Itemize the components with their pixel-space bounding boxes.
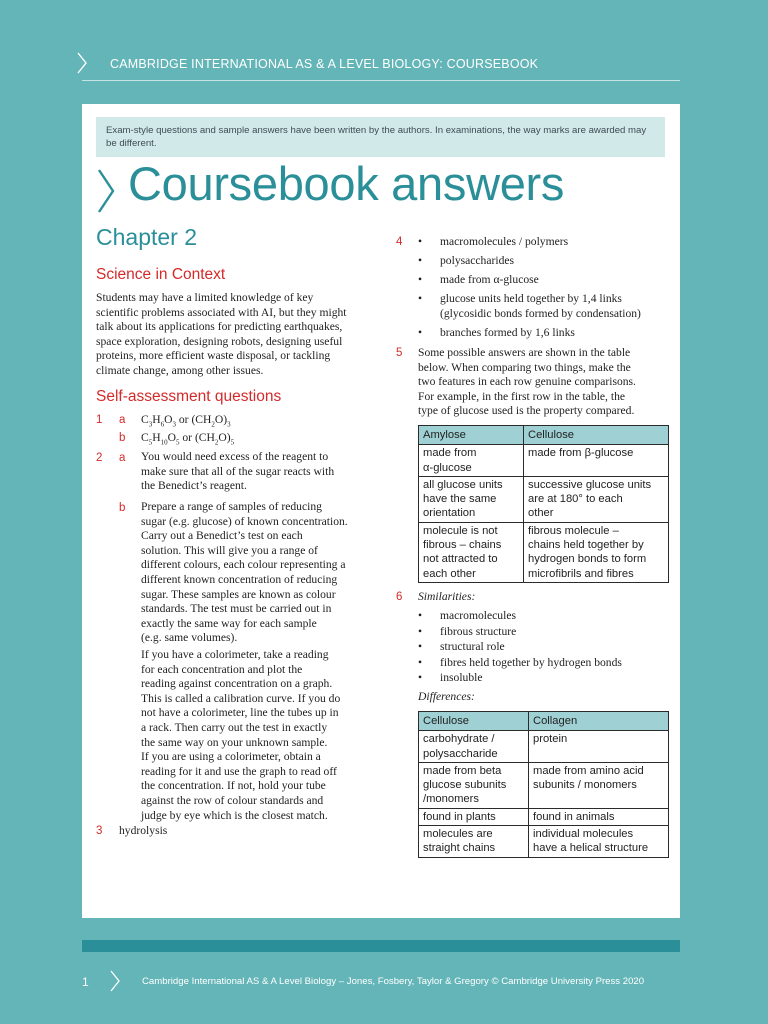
table-cell: made from β-glucose (524, 445, 669, 477)
footer-bar (82, 940, 680, 952)
table-row (419, 808, 669, 825)
title-chevron-icon (96, 168, 116, 214)
answer-1b: $C_5H_{10}O_5$ or $(CH_2O)_5$ (141, 431, 235, 447)
table-row (419, 522, 669, 582)
table-cell: found in animals (529, 808, 669, 825)
book-series-title: CAMBRIDGE INTERNATIONAL AS & A LEVEL BIOLOGY: COURSEBOOK (110, 57, 539, 71)
table-header-cell: Collagen (529, 712, 669, 731)
table-row (419, 762, 669, 808)
part-label-2b: b (119, 502, 126, 514)
similarities-label: Similarities: (418, 590, 476, 603)
science-in-context-heading: Science in Context (96, 266, 226, 283)
chevron-right-icon (76, 52, 88, 74)
table-cell: molecule is not fibrous – chains not attracted to each other (419, 522, 524, 582)
table-row (419, 826, 669, 858)
table-cell: individual molecules have a helical structure (529, 826, 669, 858)
answer-2b-continued: If you have a colorimeter, take a reading for each concentration and plot the reading against concentration on a graph. This is called a calibration curve. If you do not have a colorimeter, line the tubes up in a rack. Then carry out the test in exactly the same way on your unknown sample. If you are using a colorimeter, obtain a reading for it and use the graph to read off the concentration. If not, hold your tube against the row of colour standards and judge by eye which is the closest match. (141, 648, 341, 822)
cellulose-collagen-table (418, 711, 669, 858)
part-label-2a: a (119, 452, 126, 464)
answer-1a: $C_3H_6O_3$ or $(CH_2O)_3$ (141, 413, 231, 429)
table-header-row (419, 426, 669, 445)
table-row (419, 445, 669, 477)
self-assessment-heading: Self-assessment questions (96, 388, 282, 405)
amylose-cellulose-table (418, 425, 669, 583)
answer-3: hydrolysis (119, 824, 168, 837)
table-cell: made from α-glucose (419, 445, 524, 477)
table-cell: found in plants (419, 808, 529, 825)
answer-5-text: Some possible answers are shown in the table below. When comparing two things, make the two features in each row genuine comparisons. For example, in the first row in the table, the type of glucose used is the property compared. (418, 346, 636, 418)
table-header-cell: Amylose (419, 426, 524, 445)
table-cell: all glucose units have the same orientation (419, 476, 524, 522)
question-number-3: 3 (96, 825, 103, 837)
exam-notice: Exam-style questions and sample answers have been written by the authors. In examinations, the way marks are awarded may be different. (96, 117, 665, 157)
table-cell: successive glucose units are at 180° to each other (524, 476, 669, 522)
answer-2a: You would need excess of the reagent to make sure that all of the sugar reacts with the Benedict’s reagent. (141, 450, 335, 493)
chapter-heading: Chapter 2 (96, 224, 198, 250)
footer-citation: Cambridge International AS & A Level Biology – Jones, Fosbery, Taylor & Gregory © Cambridge University Press 2020 (142, 976, 645, 987)
table-cell: fibrous molecule – chains held together by hydrogen bonds to form microfibrils and fibres (524, 522, 669, 582)
table-cell: protein (529, 731, 669, 763)
question-number-1: 1 (96, 414, 103, 426)
table-header-cell: Cellulose (419, 712, 529, 731)
table-header-row (419, 712, 669, 731)
table-cell: carbohydrate / polysaccharide (419, 731, 529, 763)
table-cell: molecules are straight chains (419, 826, 529, 858)
part-label-1a: a (119, 414, 126, 426)
question-number-4: 4 (396, 236, 403, 248)
header-divider (82, 80, 680, 81)
science-in-context-text: Students may have a limited knowledge of key scientific problems associated with AI, but they might talk about its applications for predicting earthquakes, space exploration, designing robots, designing useful proteins, more efficient waste disposal, or tackling climate change, among other issues. (96, 291, 347, 377)
similarities-list: • macromolecules • fibrous structure • structural role • fibres held together by hydrogen bonds • insoluble (418, 609, 622, 684)
chevron-right-icon (110, 970, 120, 992)
table-header-cell: Cellulose (524, 426, 669, 445)
table-cell: made from beta glucose subunits /monomers (419, 762, 529, 808)
question-number-6: 6 (396, 591, 403, 603)
table-row (419, 731, 669, 763)
page-number: 1 (82, 975, 89, 989)
question-number-5: 5 (396, 347, 403, 359)
differences-label: Differences: (418, 690, 475, 703)
page-title: Coursebook answers (128, 157, 565, 210)
question-number-2: 2 (96, 452, 103, 464)
table-cell: made from amino acid subunits / monomers (529, 762, 669, 808)
table-row (419, 476, 669, 522)
answer-4-list: • macromolecules / polymers • polysaccharides • made from α-glucose • glucose units held together by 1,4 links (glycosidic bonds formed by condensation) • branches formed by 1,6 links (418, 235, 641, 339)
part-label-1b: b (119, 432, 126, 444)
answer-2b: Prepare a range of samples of reducing sugar (e.g. glucose) of known concentration. Carry out a Benedict’s test on each solution. This will give you a range of different colours, each colour representing a different known concentration of reducing sugar. These samples are known as colour standards. The test must be carried out in exactly the same way for each sample (e.g. same volumes). (141, 500, 348, 645)
